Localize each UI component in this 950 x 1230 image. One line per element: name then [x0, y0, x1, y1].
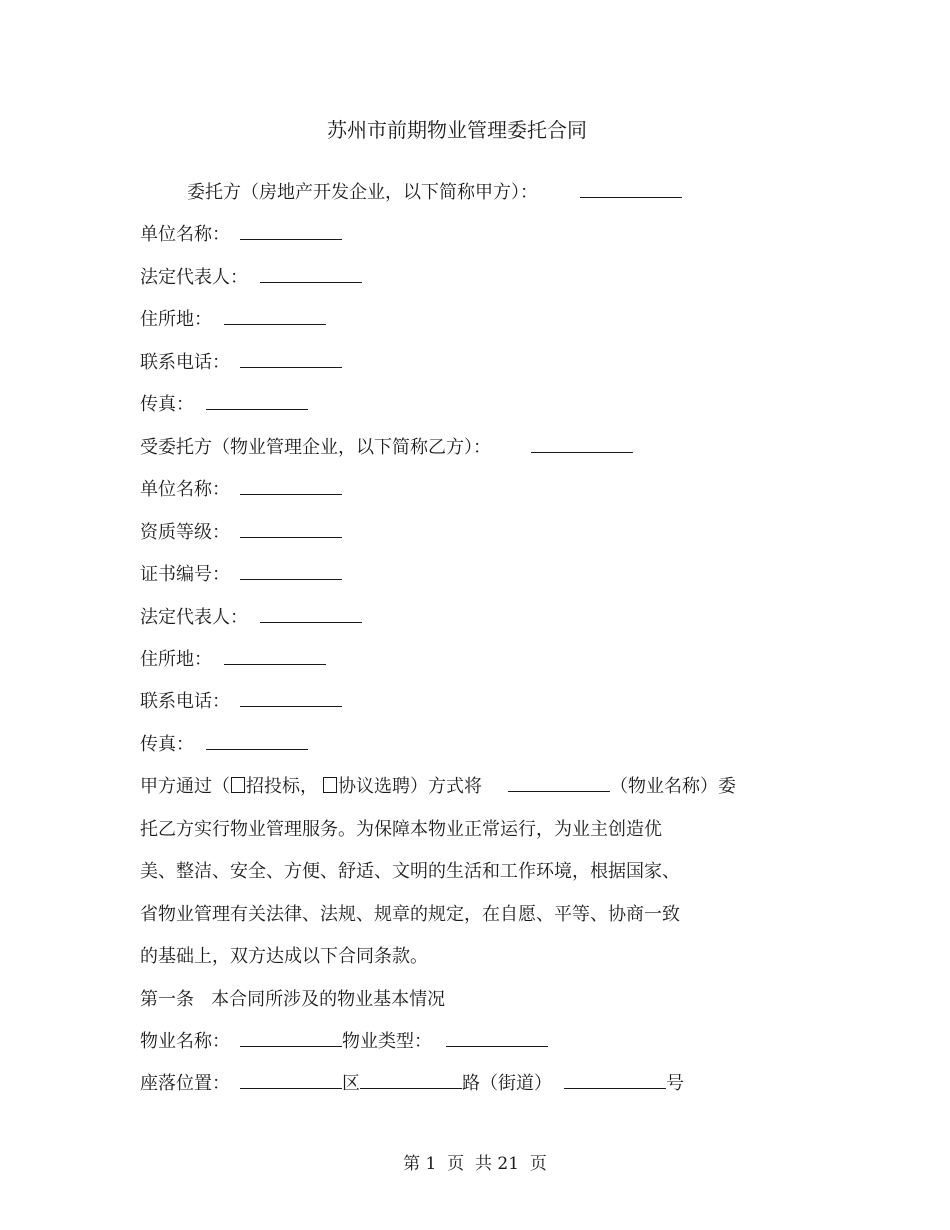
property-name-label: 物业名称： [140, 1031, 230, 1052]
page-title: 苏州市前期物业管理委托合同 [327, 118, 587, 142]
party-a-intro-line [187, 180, 682, 206]
article-1-heading: 第一条 本合同所涉及的物业基本情况 [140, 989, 446, 1010]
body-prefix: 甲方通过（ [140, 776, 230, 797]
party-a-field-row [140, 307, 326, 333]
field-blank [240, 223, 342, 240]
location-label: 座落位置： [140, 1073, 230, 1094]
district-blank [240, 1072, 342, 1089]
field-label: 传真： [140, 394, 194, 415]
field-label: 单位名称： [140, 224, 230, 245]
field-blank [206, 733, 308, 750]
party-a-field-row [140, 392, 308, 418]
party-a-field-row [140, 350, 342, 376]
field-label: 联系电话： [140, 352, 230, 373]
field-label: 法定代表人： [140, 267, 248, 288]
party-b-field-row [140, 520, 342, 546]
party-a-field-row [140, 222, 342, 248]
field-blank [240, 478, 342, 495]
body-suffix: （物业名称）委 [610, 776, 736, 797]
page-footer: 第 1 页 共 21 页 [403, 1154, 547, 1174]
party-b-field-row [140, 732, 308, 758]
field-blank [260, 266, 362, 283]
field-blank [206, 393, 308, 410]
property-name-field-blank [240, 1030, 342, 1047]
party-b-intro-line [140, 435, 633, 461]
option-negotiation: 协议选聘）方式将 [338, 776, 482, 797]
field-label: 住所地： [140, 649, 212, 670]
party-b-field-row [140, 689, 342, 715]
party-b-field-row [140, 605, 362, 631]
road-blank [360, 1072, 462, 1089]
field-label: 住所地： [140, 309, 212, 330]
field-blank [240, 563, 342, 580]
party-b-intro: 受委托方（物业管理企业，以下简称乙方）： [140, 437, 491, 458]
checkbox-negotiation[interactable] [323, 777, 337, 793]
property-name-type-row [140, 1029, 548, 1055]
party-b-blank [531, 436, 633, 453]
party-b-field-row [140, 647, 326, 673]
field-blank [224, 308, 326, 325]
field-label: 证书编号： [140, 564, 230, 585]
field-label: 传真： [140, 734, 194, 755]
field-blank [240, 351, 342, 368]
field-blank [260, 606, 362, 623]
body-line: 的基础上，双方达成以下合同条款。 [140, 946, 428, 967]
district-label: 区 [342, 1073, 360, 1094]
body-line: 托乙方实行物业管理服务。为保障本物业正常运行，为业主创造优 [140, 819, 662, 840]
body-line: 省物业管理有关法律、法规、规章的规定，在自愿、平等、协商一致 [140, 904, 680, 925]
field-blank [224, 648, 326, 665]
party-b-field-row [140, 477, 342, 503]
party-b-field-row [140, 562, 342, 588]
number-blank [564, 1072, 666, 1089]
location-row [140, 1071, 684, 1097]
field-label: 资质等级： [140, 522, 230, 543]
party-a-field-row [140, 265, 362, 291]
field-blank [240, 690, 342, 707]
option-tender: 招投标， [246, 776, 318, 797]
field-label: 单位名称： [140, 479, 230, 500]
body-line-1 [140, 774, 736, 800]
body-line: 美、整洁、安全、方便、舒适、文明的生活和工作环境，根据国家、 [140, 861, 680, 882]
field-label: 法定代表人： [140, 607, 248, 628]
field-blank [240, 521, 342, 538]
party-a-intro: 委托方（房地产开发企业，以下简称甲方）： [187, 182, 538, 203]
party-a-blank [580, 181, 682, 198]
checkbox-tender[interactable] [231, 777, 245, 793]
property-type-label: 物业类型： [342, 1031, 432, 1052]
property-name-blank [508, 775, 610, 792]
property-type-blank [446, 1030, 548, 1047]
field-label: 联系电话： [140, 691, 230, 712]
road-label: 路（街道） [462, 1073, 552, 1094]
number-label: 号 [666, 1073, 684, 1094]
